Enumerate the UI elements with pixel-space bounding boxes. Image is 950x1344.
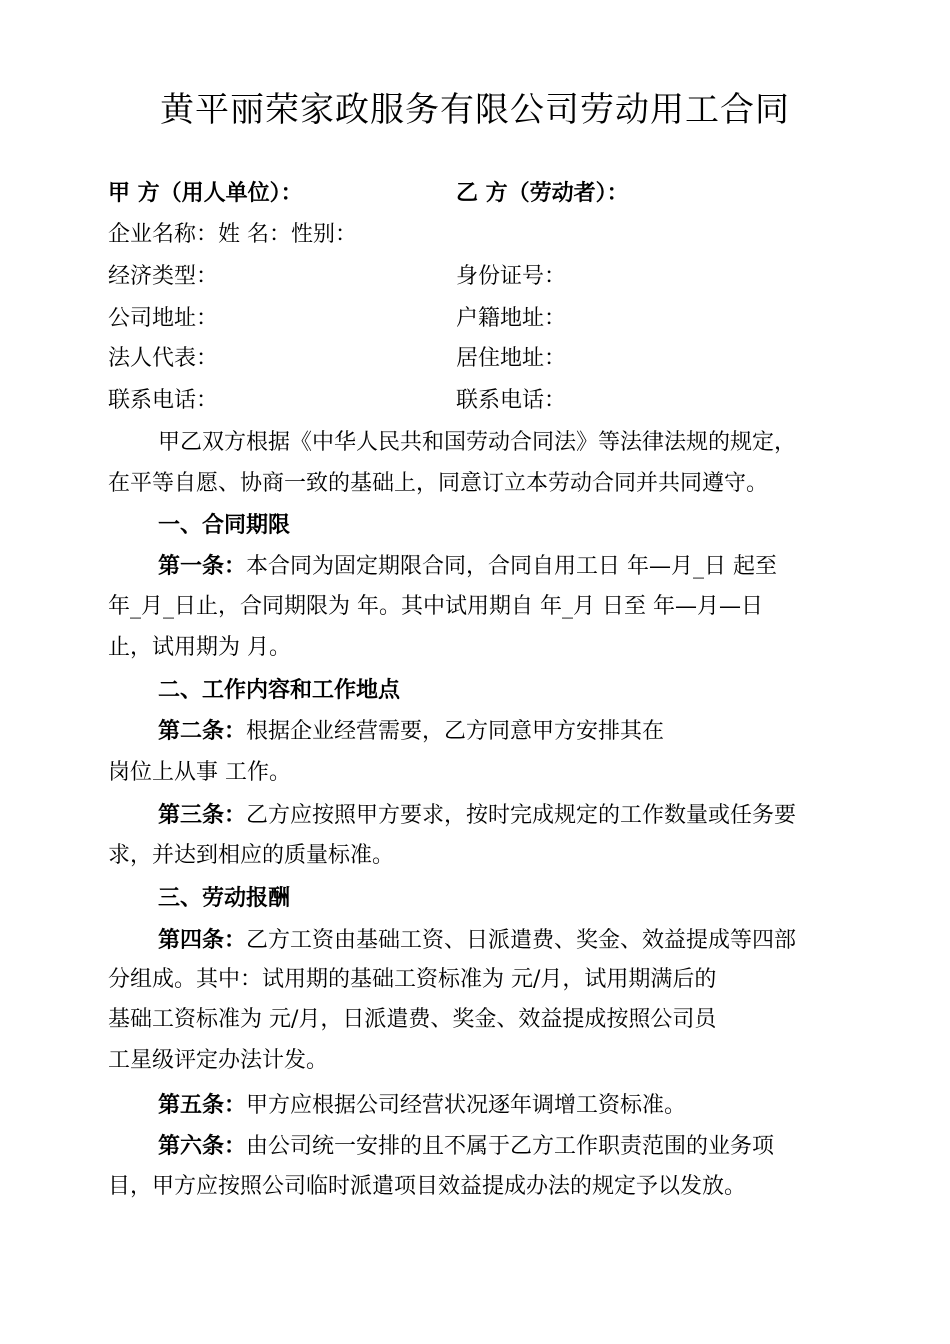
article-1-text: 本合同为固定期限合同，合同自用工日 年—月_日 起至 <box>246 554 778 579</box>
article-1-line <box>158 551 777 582</box>
article-4-line: 工星级评定办法计发。 <box>108 1048 329 1073</box>
field-phone-a: 联系电话： <box>108 388 219 413</box>
article-5-text: 甲方应根据公司经营状况逐年调增工资标准。 <box>246 1093 687 1118</box>
document-title: 黄平丽荣家政服务有限公司劳动用工合同 <box>160 90 790 130</box>
field-economic-type: 经济类型： <box>108 264 219 289</box>
article-3-line: 求，并达到相应的质量标准。 <box>108 843 395 868</box>
article-2-line: 岗位上从事 工作。 <box>108 760 291 785</box>
party-a-heading: 甲 方（用人单位）： <box>108 180 303 206</box>
article-3-line <box>158 800 796 831</box>
preamble-line: 在平等自愿、协商一致的基础上，同意订立本劳动合同并共同遵守。 <box>108 471 769 496</box>
article-5-label: 第五条： <box>158 1092 247 1118</box>
article-4-line: 基础工资标准为 元/月，日派遣费、奖金、效益提成按照公司员 <box>108 1007 717 1032</box>
section-heading-term: 一、合同期限 <box>158 512 291 538</box>
preamble-line: 甲乙双方根据《中华人民共和国劳动合同法》等法律法规的规定， <box>158 430 797 455</box>
article-5-line <box>158 1090 686 1121</box>
article-3-text: 乙方应按照甲方要求，按时完成规定的工作数量或任务要 <box>246 803 797 828</box>
article-1-label: 第一条： <box>158 553 247 579</box>
article-4-line <box>158 925 796 956</box>
field-household-address: 户籍地址： <box>456 306 567 331</box>
article-2-text: 根据企业经营需要，乙方同意甲方安排其在 <box>246 719 665 744</box>
field-phone-b: 联系电话： <box>456 388 567 413</box>
article-4-label: 第四条： <box>158 927 247 953</box>
article-4-line: 分组成。其中：试用期的基础工资标准为 元/月，试用期满后的 <box>108 967 717 992</box>
field-residence-address: 居住地址： <box>456 346 567 371</box>
article-2-line <box>158 716 664 747</box>
article-6-text: 由公司统一安排的且不属于乙方工作职责范围的业务项 <box>246 1134 775 1159</box>
field-legal-rep: 法人代表： <box>108 346 219 371</box>
article-1-line: 止，试用期为 月。 <box>108 635 291 660</box>
field-company-name: 企业名称：姓 名：性别： <box>108 222 357 247</box>
article-1-line: 年_月_日止，合同期限为 年。其中试用期自 年_月 日至 年—月—日 <box>108 594 763 619</box>
article-6-line <box>158 1131 774 1162</box>
article-4-text: 乙方工资由基础工资、日派遣费、奖金、效益提成等四部 <box>246 928 797 953</box>
section-heading-pay: 三、劳动报酬 <box>158 885 291 911</box>
article-6-line: 目，甲方应按照公司临时派遣项目效益提成办法的规定予以发放。 <box>108 1174 747 1199</box>
article-3-label: 第三条： <box>158 802 247 828</box>
article-6-label: 第六条： <box>158 1133 247 1159</box>
field-company-address: 公司地址： <box>108 306 219 331</box>
field-id-number: 身份证号： <box>456 264 567 289</box>
party-b-heading: 乙 方（劳动者）： <box>456 180 629 206</box>
section-heading-work: 二、工作内容和工作地点 <box>158 677 401 703</box>
article-2-label: 第二条： <box>158 718 247 744</box>
